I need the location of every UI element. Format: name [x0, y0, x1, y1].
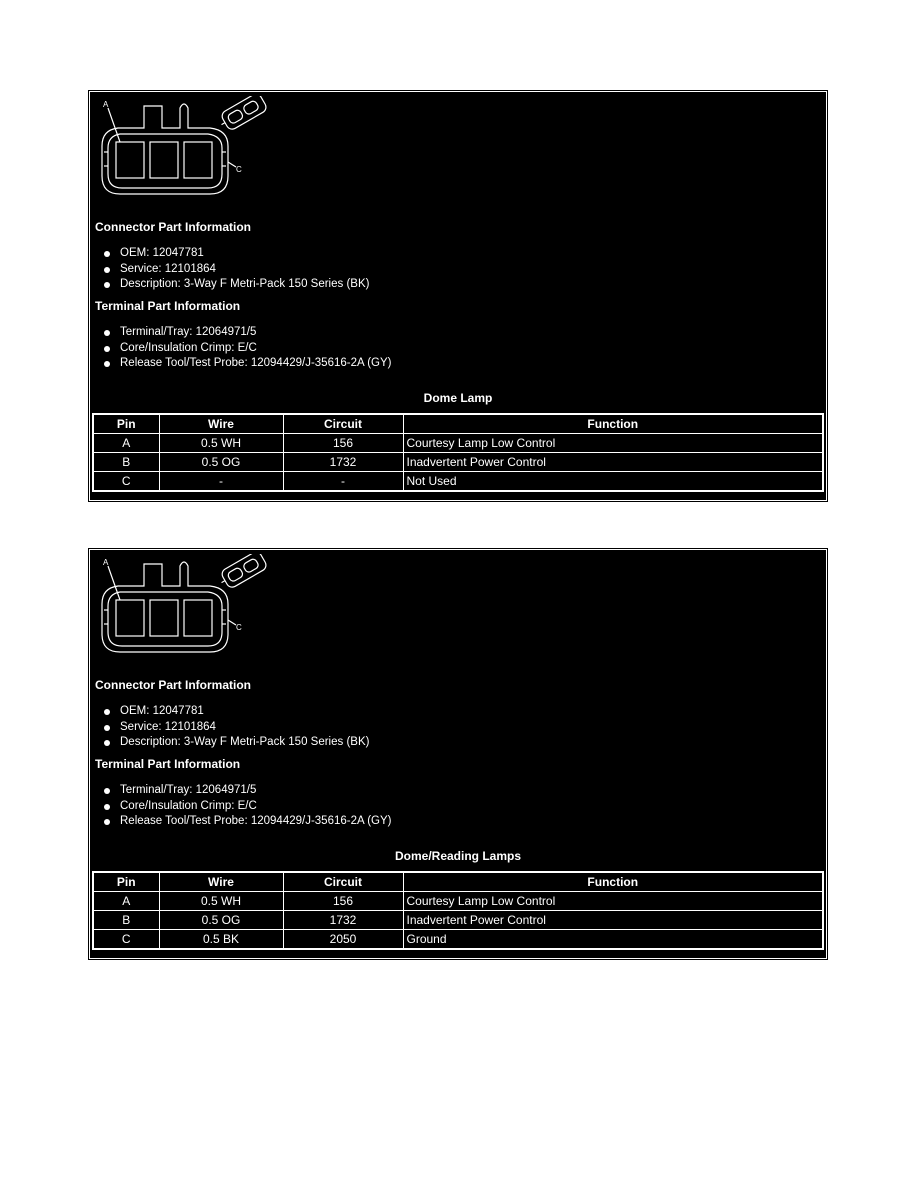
function-cell: Inadvertent Power Control: [403, 453, 823, 472]
column-header-pin: Pin: [93, 872, 159, 892]
function-cell: Courtesy Lamp Low Control: [403, 892, 823, 911]
bullet-icon: [104, 740, 110, 746]
bullet-icon: [104, 346, 110, 352]
list-item: Core/Insulation Crimp: E/C: [102, 341, 392, 357]
list-item: OEM: 12047781: [102, 246, 369, 262]
table-row: [93, 453, 823, 472]
pin-cell: A: [93, 892, 159, 911]
pin-cell: B: [93, 453, 159, 472]
table-title: Dome/Reading Lamps: [394, 849, 522, 863]
function-cell: Not Used: [403, 472, 823, 492]
circuit-cell: 156: [283, 434, 403, 453]
connector-panel-dome-reading-lamps: [89, 549, 827, 959]
table-row: [93, 911, 823, 930]
wire-cell: 0.5 WH: [159, 434, 283, 453]
wire-cell: 0.5 WH: [159, 892, 283, 911]
terminal-part-list: [102, 325, 392, 372]
circuit-cell: 1732: [283, 453, 403, 472]
bullet-icon: [104, 361, 110, 367]
connector-part-heading: Connector Part Information: [95, 220, 252, 234]
column-header-wire: Wire: [159, 414, 283, 434]
circuit-cell: -: [283, 472, 403, 492]
connector-part-list: [102, 704, 369, 751]
table-row: [93, 434, 823, 453]
function-cell: Courtesy Lamp Low Control: [403, 434, 823, 453]
terminal-part-heading: Terminal Part Information: [95, 299, 241, 313]
table-row: [93, 472, 823, 492]
column-header-function: Function: [403, 872, 823, 892]
column-header-circuit: Circuit: [283, 872, 403, 892]
list-item: Service: 12101864: [102, 262, 369, 278]
pin-cell: A: [93, 434, 159, 453]
connector-part-heading: Connector Part Information: [95, 678, 252, 692]
pin-cell: C: [93, 472, 159, 492]
list-item: Core/Insulation Crimp: E/C: [102, 799, 392, 815]
terminal-part-heading: Terminal Part Information: [95, 757, 241, 771]
pin-cell: C: [93, 930, 159, 950]
list-item: Terminal/Tray: 12064971/5: [102, 783, 392, 799]
bullet-icon: [104, 819, 110, 825]
table-header-row: [93, 872, 823, 892]
list-item: OEM: 12047781: [102, 704, 369, 720]
list-item: Terminal/Tray: 12064971/5: [102, 325, 392, 341]
bullet-icon: [104, 267, 110, 273]
circuit-cell: 2050: [283, 930, 403, 950]
list-item: Release Tool/Test Probe: 12094429/J-35616-2A (GY): [102, 356, 392, 372]
connector-diagram: [98, 554, 270, 654]
table-header-row: [93, 414, 823, 434]
list-item: Release Tool/Test Probe: 12094429/J-35616-2A (GY): [102, 814, 392, 830]
wire-cell: 0.5 OG: [159, 911, 283, 930]
connector-part-list: [102, 246, 369, 293]
column-header-circuit: Circuit: [283, 414, 403, 434]
wire-cell: -: [159, 472, 283, 492]
bullet-icon: [104, 709, 110, 715]
pin-c-label: C: [236, 165, 242, 174]
connector-panel-dome-lamp: [89, 91, 827, 501]
pinout-table: [92, 871, 824, 950]
bullet-icon: [104, 282, 110, 288]
bullet-icon: [104, 330, 110, 336]
pin-a-label: A: [103, 558, 109, 567]
column-header-wire: Wire: [159, 872, 283, 892]
function-cell: Inadvertent Power Control: [403, 911, 823, 930]
list-item: Service: 12101864: [102, 720, 369, 736]
list-item: Description: 3-Way F Metri-Pack 150 Series (BK): [102, 735, 369, 751]
list-item: Description: 3-Way F Metri-Pack 150 Series (BK): [102, 277, 369, 293]
bullet-icon: [104, 251, 110, 257]
pin-cell: B: [93, 911, 159, 930]
wire-cell: 0.5 OG: [159, 453, 283, 472]
column-header-function: Function: [403, 414, 823, 434]
table-row: [93, 892, 823, 911]
terminal-part-list: [102, 783, 392, 830]
column-header-pin: Pin: [93, 414, 159, 434]
circuit-cell: 156: [283, 892, 403, 911]
table-row: [93, 930, 823, 950]
pin-a-label: A: [103, 100, 109, 109]
wire-cell: 0.5 BK: [159, 930, 283, 950]
bullet-icon: [104, 725, 110, 731]
bullet-icon: [104, 804, 110, 810]
pin-c-label: C: [236, 623, 242, 632]
connector-diagram: [98, 96, 270, 196]
table-title: Dome Lamp: [423, 391, 493, 405]
circuit-cell: 1732: [283, 911, 403, 930]
function-cell: Ground: [403, 930, 823, 950]
bullet-icon: [104, 788, 110, 794]
pinout-table: [92, 413, 824, 492]
